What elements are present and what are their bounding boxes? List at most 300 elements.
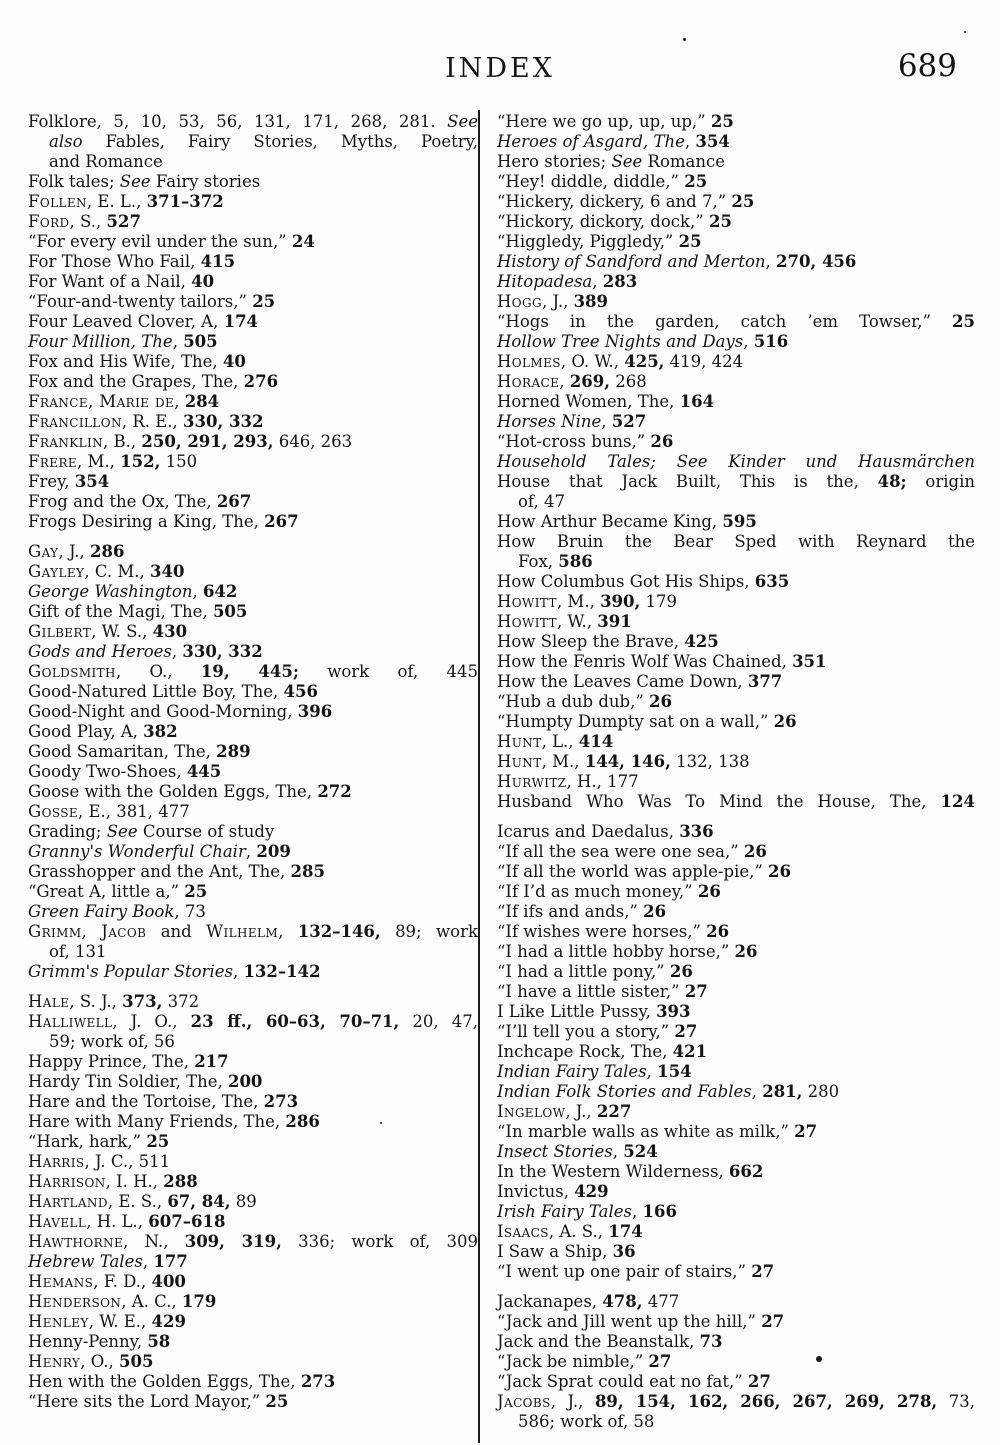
entry-text-segment: 330, 332 — [182, 642, 263, 661]
index-entry-line — [497, 862, 975, 882]
entry-text-segment: 429 — [151, 1312, 186, 1331]
entry-text-segment: Harrison — [28, 1172, 106, 1191]
entry-text-segment: 377 — [747, 672, 783, 691]
entry-text-segment: 20, 47, — [399, 1012, 479, 1031]
index-entry-line — [28, 1112, 478, 1132]
entry-text-segment: 150 — [160, 452, 198, 471]
entry-text-segment: “For every evil under the sun,” — [28, 232, 292, 251]
entry-text-segment: “Humpty Dumpty sat on a wall,” — [497, 712, 774, 731]
entry-text-segment: Hogg — [497, 292, 542, 311]
entry-text-segment: 166 — [642, 1202, 677, 1221]
entry-text-segment: Jacob — [101, 922, 147, 941]
entry-text-segment: Hero stories; — [497, 152, 612, 171]
entry-text-segment: Romance — [642, 152, 726, 171]
entry-text-segment: 26 — [706, 922, 730, 941]
entry-text-segment: “I have a little sister,” — [497, 982, 685, 1001]
index-entry-line — [28, 1332, 478, 1352]
entry-text-segment: , E. S., — [107, 1192, 168, 1211]
entry-text-segment: 124 — [940, 792, 975, 811]
scan-speck — [683, 38, 686, 41]
entry-text-segment: 477 — [642, 1292, 680, 1311]
index-entry-line — [28, 492, 478, 512]
entry-text-segment: Hitopadesa — [497, 272, 593, 291]
entry-text-segment: “If wishes were horses,” — [497, 922, 707, 941]
entry-text-segment: 132, 138 — [670, 752, 750, 771]
entry-text-segment: Hebrew Tales — [28, 1252, 143, 1271]
entry-text-segment: 27 — [674, 1022, 698, 1041]
entry-text-segment: 174 — [223, 312, 259, 331]
index-entry-line — [28, 312, 478, 332]
entry-text-segment: Grading; — [28, 822, 107, 841]
entry-text-segment: Fairy stories — [150, 172, 261, 191]
index-entry-line — [497, 572, 975, 592]
entry-text-segment: 595 — [722, 512, 757, 531]
entry-text-segment: , O. W., — [560, 352, 625, 371]
entry-text-segment: 646, 263 — [273, 432, 353, 451]
index-entry-line — [497, 412, 975, 432]
entry-text-segment: and — [146, 922, 207, 941]
index-entry-line — [28, 822, 478, 842]
entry-text-segment: Frog and the Ox, The, — [28, 492, 217, 511]
entry-text-segment: , L., — [541, 732, 579, 751]
entry-text-segment: Gayley — [28, 562, 85, 581]
index-entry-line — [28, 1012, 478, 1032]
entry-text-segment: , — [142, 1252, 154, 1271]
index-entry-line — [497, 252, 975, 272]
entry-text-segment: , O., — [80, 1352, 120, 1371]
entry-text-segment: work of, 445 — [298, 662, 478, 681]
entry-text-segment: , W., — [556, 612, 598, 631]
index-entry-line — [497, 822, 975, 842]
entry-text-segment: Follen — [28, 192, 87, 211]
index-entry-line — [28, 152, 478, 172]
index-entry-line — [28, 1292, 478, 1312]
entry-text-segment: “Here sits the Lord Mayor,” — [28, 1392, 266, 1411]
entry-text-segment: 67, 84, — [167, 1192, 231, 1211]
index-entry-line — [497, 212, 975, 232]
entry-text-segment: Hurwitz — [497, 772, 567, 791]
index-entry-line — [28, 1252, 478, 1272]
entry-text-segment: 283 — [602, 272, 638, 291]
entry-text-segment: 330, 332 — [183, 412, 264, 431]
entry-text-segment: 26 — [734, 942, 758, 961]
entry-text-segment: How Arthur Became King, — [497, 512, 723, 531]
index-entry-line — [497, 1412, 975, 1432]
entry-text-segment: 607–618 — [148, 1212, 226, 1231]
entry-text-segment: Hawthorne — [28, 1232, 124, 1251]
index-entry-line — [28, 512, 478, 532]
index-entry-line — [28, 702, 478, 722]
entry-text-segment: “Hickory, dickory, dock,” — [497, 212, 709, 231]
entry-text-segment: , J., — [565, 1102, 597, 1121]
entry-text-segment: of, 131 — [49, 942, 107, 961]
index-entry-line — [28, 942, 478, 962]
entry-text-segment: 415 — [200, 252, 236, 271]
entry-text-segment: I Saw a Ship, — [497, 1242, 613, 1261]
entry-text-segment: Good-Natured Little Boy, The, — [28, 682, 284, 701]
index-entry-line — [28, 472, 478, 492]
index-entry-line — [497, 592, 975, 612]
entry-text-segment: 286 — [285, 1112, 320, 1131]
entry-text-segment: 445 — [186, 762, 222, 781]
entry-text-segment: Hare with Many Friends, The, — [28, 1112, 286, 1131]
entry-text-segment: , — [743, 332, 754, 351]
entry-text-segment: Hunt — [497, 752, 542, 771]
entry-text-segment: Household Tales; See Kinder und Hausmärchen — [497, 452, 975, 471]
entry-text-segment: Four Leaved Clover, A, — [28, 312, 224, 331]
entry-group-gap — [497, 812, 975, 822]
index-entry-line — [28, 962, 478, 982]
entry-text-segment: Heroes of Asgard, The — [497, 132, 685, 151]
entry-text-segment: 336; work of, 309 — [281, 1232, 479, 1251]
index-entry-line — [28, 1052, 478, 1072]
index-entry-line — [497, 1082, 975, 1102]
entry-text-segment: 419, 424 — [664, 352, 744, 371]
entry-text-segment: 351 — [792, 652, 827, 671]
index-entry-line — [497, 922, 975, 942]
index-entry-line — [497, 962, 975, 982]
entry-text-segment: 25 — [184, 882, 208, 901]
entry-text-segment: Jackanapes, — [497, 1292, 603, 1311]
entry-text-segment: Hollow Tree Nights and Days — [497, 332, 744, 351]
entry-text-segment: “I had a little hobby horse,” — [497, 942, 735, 961]
entry-text-segment: , B., — [103, 432, 142, 451]
entry-text-segment: 89, 154, 162, 266, 267, 269, 278, — [594, 1392, 938, 1411]
index-entry-line — [497, 552, 975, 572]
index-entry-line — [497, 312, 975, 332]
entry-text-segment: 58 — [147, 1332, 171, 1351]
entry-text-segment: “If all the world was apple-pie,” — [497, 862, 769, 881]
entry-text-segment: , — [81, 922, 102, 941]
entry-text-segment: How Sleep the Brave, — [497, 632, 685, 651]
entry-group-gap — [28, 532, 478, 542]
entry-text-segment: Folk tales; — [28, 172, 120, 191]
index-entry-line — [497, 1002, 975, 1022]
entry-text-segment: 371–372 — [146, 192, 224, 211]
index-entry-line — [497, 112, 975, 132]
entry-text-segment: 152, — [120, 452, 161, 471]
index-entry-line — [497, 1102, 975, 1122]
entry-text-segment: 48; — [877, 472, 907, 491]
entry-text-segment: , — [278, 922, 298, 941]
index-entry-line — [497, 1142, 975, 1162]
entry-text-segment: “Jack and Jill went up the hill,” — [497, 1312, 762, 1331]
entry-text-segment: Henny-Penny, — [28, 1332, 148, 1351]
entry-text-segment: 285 — [290, 862, 325, 881]
entry-text-segment: 505 — [183, 332, 218, 351]
entry-text-segment: Course of study — [137, 822, 275, 841]
entry-text-segment: Fox and the Grapes, The, — [28, 372, 244, 391]
entry-text-segment: , — [601, 412, 612, 431]
entry-text-segment: 288 — [163, 1172, 198, 1191]
index-entry-line — [28, 992, 478, 1012]
entry-group-gap — [497, 1282, 975, 1292]
entry-text-segment: 174 — [608, 1222, 643, 1241]
entry-text-segment: Goody Two-Shoes, — [28, 762, 187, 781]
entry-text-segment: Gosse — [28, 802, 79, 821]
entry-text-segment: “Higgledy, Piggledy,” — [497, 232, 679, 251]
entry-text-segment: “If I’d as much money,” — [497, 882, 698, 901]
entry-text-segment: 26 — [743, 842, 767, 861]
entry-text-segment: 25 — [952, 312, 975, 331]
index-entry-line — [497, 1202, 975, 1222]
entry-text-segment: 289 — [216, 742, 251, 761]
index-entry-line — [497, 272, 975, 292]
entry-text-segment: 280 — [802, 1082, 840, 1101]
entry-text-segment: 396 — [297, 702, 333, 721]
entry-text-segment: Hemans — [28, 1272, 94, 1291]
entry-text-segment: , J. O., — [112, 1012, 191, 1031]
entry-text-segment: , — [751, 1082, 763, 1101]
entry-text-segment: , — [192, 582, 203, 601]
index-entry-line — [28, 252, 478, 272]
entry-text-segment: “Hey! diddle, diddle,” — [497, 172, 685, 191]
entry-text-segment: 164 — [679, 392, 715, 411]
entry-text-segment: , — [765, 252, 777, 271]
entry-text-segment: 26 — [697, 882, 721, 901]
entry-text-segment: Good Samaritan, The, — [28, 742, 217, 761]
index-entry-line — [28, 682, 478, 702]
entry-text-segment: , — [171, 642, 183, 661]
entry-text-segment: Indian Folk Stories and Fables — [497, 1082, 752, 1101]
entry-text-segment: See — [106, 822, 138, 841]
scan-speck — [380, 1122, 382, 1124]
entry-text-segment: Husband Who Was To Mind the House, The, — [497, 792, 941, 811]
index-entry-line — [28, 1352, 478, 1372]
entry-text-segment: Gift of the Magi, The, — [28, 602, 213, 621]
entry-text-segment: Fox and His Wife, The, — [28, 352, 223, 371]
index-entry-line — [497, 1042, 975, 1062]
entry-text-segment: , — [174, 392, 185, 411]
entry-text-segment: 217 — [194, 1052, 229, 1071]
entry-text-segment: 286 — [90, 542, 125, 561]
index-entry-line — [28, 862, 478, 882]
entry-text-segment: Ingelow — [497, 1102, 566, 1121]
entry-text-segment: 391 — [597, 612, 632, 631]
index-entry-line — [28, 1272, 478, 1292]
scan-speck — [964, 31, 966, 33]
entry-text-segment: 527 — [106, 212, 141, 231]
entry-text-segment: “Jack Sprat could eat no fat,” — [497, 1372, 748, 1391]
entry-text-segment: 400 — [151, 1272, 186, 1291]
entry-text-segment: , F. D., — [93, 1272, 152, 1291]
entry-text-segment: 414 — [578, 732, 614, 751]
entry-text-segment: How Bruin the Bear Sped with Reynard the — [497, 532, 975, 551]
entry-text-segment: 27 — [747, 1372, 771, 1391]
index-entry-line — [28, 1092, 478, 1112]
entry-text-segment: , J. C., 511 — [84, 1152, 171, 1171]
entry-text-segment: 25 — [708, 212, 732, 231]
entry-text-segment: Hen with the Golden Eggs, The, — [28, 1372, 301, 1391]
entry-text-segment: , — [684, 132, 696, 151]
index-entry-line — [497, 1182, 975, 1202]
entry-text-segment: Horses Nine — [497, 412, 602, 431]
entry-text-segment: Green Fairy Book — [28, 902, 175, 921]
index-entry-line — [28, 1212, 478, 1232]
entry-text-segment: Indian Fairy Tales — [497, 1062, 647, 1081]
entry-text-segment: How Columbus Got His Ships, — [497, 572, 755, 591]
entry-text-segment: “I went up one pair of stairs,” — [497, 1262, 752, 1281]
entry-text-segment: “Hot-cross buns,” — [497, 432, 651, 451]
index-entry-line — [497, 332, 975, 352]
index-entry-line — [497, 1022, 975, 1042]
index-entry-line — [497, 1292, 975, 1312]
entry-group-gap — [28, 982, 478, 992]
index-entry-line — [28, 1312, 478, 1332]
entry-text-segment: 26 — [669, 962, 693, 981]
index-entry-line — [497, 232, 975, 252]
index-entry-line — [28, 1392, 478, 1412]
entry-text-segment: 276 — [243, 372, 279, 391]
entry-text-segment: Goldsmith — [28, 662, 116, 681]
entry-text-segment: origin — [906, 472, 975, 491]
index-entry-line — [28, 802, 478, 822]
entry-text-segment: 430 — [152, 622, 188, 641]
entry-text-segment: “I’ll tell you a story,” — [497, 1022, 675, 1041]
entry-text-segment: Inchcape Rock, The, — [497, 1042, 673, 1061]
entry-text-segment: 421 — [672, 1042, 708, 1061]
entry-text-segment: Gilbert — [28, 622, 92, 641]
entry-text-segment: 309, 319, — [184, 1232, 282, 1251]
page-title: INDEX — [445, 53, 555, 84]
index-entry-line — [28, 1032, 478, 1052]
index-entry-line — [28, 722, 478, 742]
entry-text-segment: 270, 456 — [776, 252, 857, 271]
entry-text-segment: , A. S., — [548, 1222, 609, 1241]
index-entry-line — [497, 1262, 975, 1282]
entry-text-segment: 59; work of, 56 — [49, 1032, 175, 1051]
entry-text-segment: See — [119, 172, 151, 191]
index-entry-line — [28, 742, 478, 762]
entry-text-segment: 390, — [600, 592, 641, 611]
index-entry-line — [497, 172, 975, 192]
index-entry-line — [28, 782, 478, 802]
entry-text-segment: 27 — [684, 982, 708, 1001]
entry-text-segment: 40 — [222, 352, 246, 371]
entry-text-segment: Goose with the Golden Eggs, The, — [28, 782, 318, 801]
entry-text-segment: Horned Women, The, — [497, 392, 680, 411]
entry-text-segment: 227 — [596, 1102, 632, 1121]
entry-text-segment: 524 — [623, 1142, 658, 1161]
entry-text-segment: , A. C., — [121, 1292, 182, 1311]
index-entry-line — [497, 1372, 975, 1392]
entry-text-segment: , S., — [69, 212, 107, 231]
index-entry-line — [497, 732, 975, 752]
entry-text-segment: Hale — [28, 992, 70, 1011]
index-entry-line — [497, 1222, 975, 1242]
index-entry-line — [497, 1392, 975, 1412]
entry-text-segment: Jacobs — [497, 1392, 551, 1411]
entry-text-segment: Franklin — [28, 432, 104, 451]
index-entry-line — [497, 902, 975, 922]
entry-text-segment: , — [592, 272, 603, 291]
index-entry-line — [497, 352, 975, 372]
entry-text-segment: Grimm — [28, 922, 82, 941]
index-entry-line — [28, 352, 478, 372]
entry-text-segment: 25 — [710, 112, 734, 131]
entry-text-segment: 144, 146, — [584, 752, 671, 771]
index-entry-line — [28, 922, 478, 942]
entry-text-segment: , W. E., — [88, 1312, 152, 1331]
entry-text-segment: Granny's Wonderful Chair — [28, 842, 246, 861]
index-entry-line — [497, 692, 975, 712]
index-entry-line — [497, 1162, 975, 1182]
entry-text-segment: , — [612, 1142, 624, 1161]
entry-text-segment: 269, — [569, 372, 610, 391]
entry-text-segment: 179 — [181, 1292, 217, 1311]
entry-text-segment: Horace — [497, 372, 560, 391]
entry-text-segment: Henley — [28, 1312, 89, 1331]
entry-text-segment: 478, — [602, 1292, 643, 1311]
entry-text-segment: “Hogs in the garden, catch ’em Towser,” — [497, 312, 953, 331]
entry-text-segment: France, Marie de — [28, 392, 175, 411]
entry-text-segment: 642 — [202, 582, 238, 601]
entry-text-segment: Four Million, The — [28, 332, 173, 351]
entry-text-segment: History of Sandford and Merton — [497, 252, 766, 271]
entry-text-segment: , C. M., — [84, 562, 150, 581]
entry-text-segment: 132–142 — [243, 962, 321, 981]
entry-text-segment: 393 — [656, 1002, 691, 1021]
entry-text-segment: 26 — [649, 692, 672, 711]
entry-text-segment: Hardy Tin Soldier, The, — [28, 1072, 228, 1091]
entry-text-segment: “If ifs and ands,” — [497, 902, 644, 921]
entry-text-segment: , S. J., — [69, 992, 123, 1011]
entry-text-segment: 273 — [300, 1372, 336, 1391]
index-entry-line — [28, 1172, 478, 1192]
index-entry-line — [497, 512, 975, 532]
entry-text-segment: How the Fenris Wolf Was Chained, — [497, 652, 793, 671]
index-column-right — [497, 112, 975, 1432]
entry-text-segment: For Those Who Fail, — [28, 252, 201, 271]
entry-text-segment: 516 — [753, 332, 789, 351]
entry-text-segment: Grasshopper and the Ant, The, — [28, 862, 291, 881]
index-entry-line — [28, 542, 478, 562]
index-entry-line — [497, 752, 975, 772]
entry-text-segment: “Hickery, dickery, 6 and 7,” — [497, 192, 732, 211]
entry-text-segment: , M., — [541, 752, 585, 771]
index-entry-line — [497, 1312, 975, 1332]
entry-text-segment: , H. L., — [86, 1212, 149, 1231]
index-entry-line — [497, 292, 975, 312]
entry-text-segment: 209 — [256, 842, 291, 861]
index-entry-line — [28, 232, 478, 252]
index-entry-line — [28, 1152, 478, 1172]
entry-text-segment: Holmes — [497, 352, 561, 371]
entry-text-segment: Invictus, — [497, 1182, 575, 1201]
entry-text-segment: Francillon — [28, 412, 122, 431]
entry-text-segment: 382 — [143, 722, 178, 741]
entry-text-segment: Howitt — [497, 612, 557, 631]
entry-text-segment: 26 — [768, 862, 791, 881]
index-entry-line — [28, 882, 478, 902]
index-entry-line — [497, 882, 975, 902]
entry-text-segment: 25 — [146, 1132, 170, 1151]
entry-text-segment: Halliwell — [28, 1012, 113, 1031]
entry-text-segment: 36 — [612, 1242, 636, 1261]
entry-text-segment: , J., — [58, 542, 91, 561]
index-entry-line — [28, 582, 478, 602]
index-column-left — [28, 112, 478, 1412]
entry-text-segment: 27 — [794, 1122, 818, 1141]
entry-text-segment: Hare and the Tortoise, The, — [28, 1092, 264, 1111]
entry-text-segment: Havell — [28, 1212, 87, 1231]
entry-text-segment: 284 — [184, 392, 220, 411]
entry-text-segment: 273 — [263, 1092, 299, 1111]
entry-text-segment: 456 — [283, 682, 318, 701]
entry-text-segment: , 73 — [174, 902, 206, 921]
index-entry-line — [497, 152, 975, 172]
entry-text-segment: Frey, — [28, 472, 75, 491]
